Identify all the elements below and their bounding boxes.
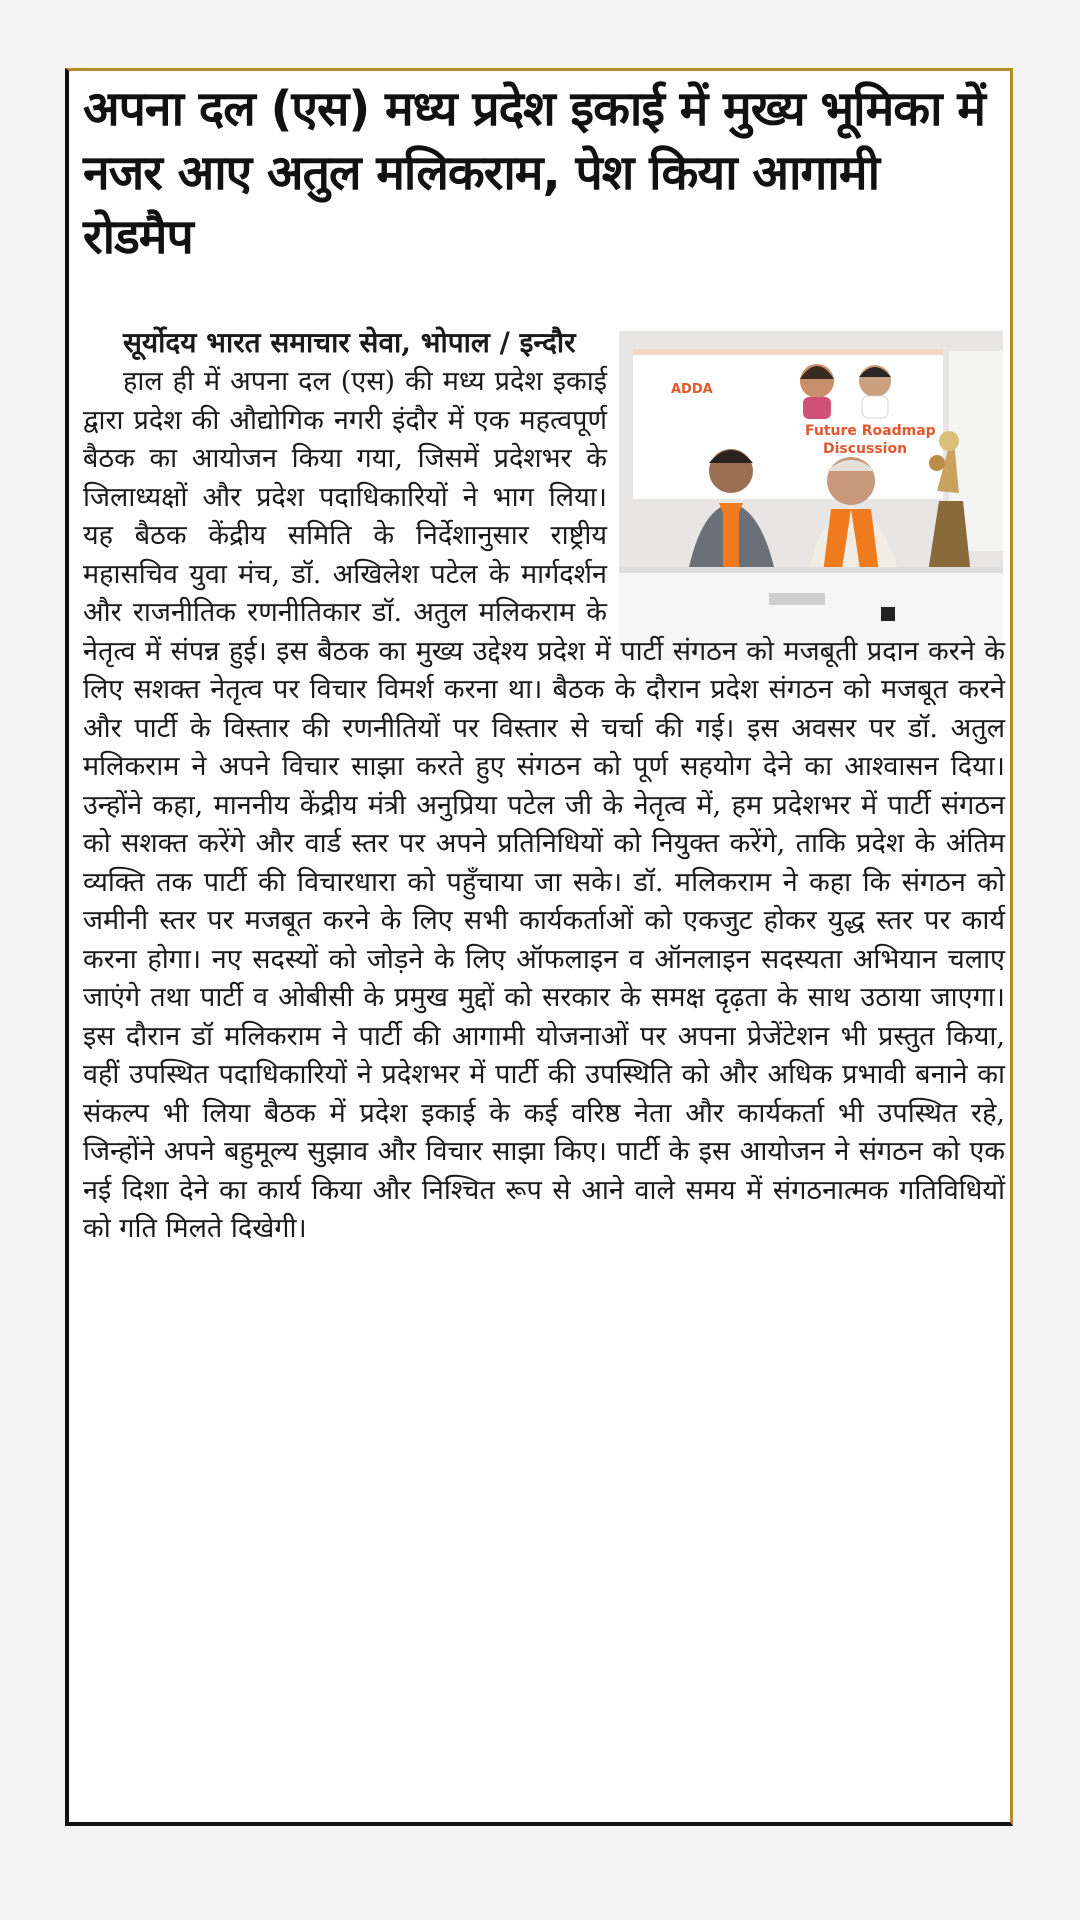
article-paragraph: हाल ही में अपना दल (एस) की मध्य प्रदेश इकाई द्वारा प्रदेश की औद्योगिक नगरी इंदौर में एक महत्वपूर्ण बैठक का आयोजन किया गया, जिसमें प्रदेशभर के जिलाध्यक्षों और प्रदेश पदाधिकारियों ने भाग लिया। यह बैठक केंद्रीय समिति के निर्देशानुसार राष्ट्रीय महासचिव युवा मंच, डॉ. अखिलेश पटेल के मार्गदर्शन और राजनीतिक रणनीतिकार डॉ. अतुल मलिकराम के नेतृत्व में संपन्न हुई। इस बैठक का मुख्य उद्देश्य प्रदेश में पार्टी संगठन को मजबूती प्रदान करने के लिए सशक्त नेतृत्व पर विचार विमर्श करना था। बैठक के दौरान प्रदेश संगठन को मजबूत करने और पार्टी के विस्तार की रणनीतियों पर विस्तार से चर्चा की गई। इस अवसर पर डॉ. अतुल मलिकराम ने अपने विचार साझा करते हुए संगठन को पूर्ण सहयोग देने का आश्वासन दिया। उन्होंने कहा, माननीय केंद्रीय मंत्री अनुप्रिया पटेल जी के नेतृत्व में, हम प्रदेशभर में पार्टी संगठन को सशक्त करेंगे और वार्ड स्तर पर अपने प्रतिनिधियों को नियुक्त करेंगे, ताकि प्रदेश के अंतिम व्यक्ति तक पार्टी की विचारधारा को पहुँचाया जा सके। डॉ. मलिकराम ने कहा कि संगठन को जमीनी स्तर पर मजबूत करने के लिए सभी कार्यकर्ताओं को एकजुट होकर युद्ध स्तर पर कार्य करना होगा। नए सदस्यों को जोड़ने के लिए ऑफलाइन व ऑनलाइन सदस्यता अभियान चलाए जाएंगे तथा पार्टी व ओबीसी के प्रमुख मुद्दों को सरकार के समक्ष दृढ़ता के साथ उठाया जाएगा। इस दौरान डॉ मलिकराम ने पार्टी की आगामी योजनाओं पर अपना प्रेजेंटेशन भी प्रस्तुत किया, वहीं उपस्थित पदाधिकारियों ने प्रदेशभर में पार्टी की उपस्थिति को और अधिक प्रभावी बनाने का संकल्प भी लिया बैठक में प्रदेश इकाई के कई वरिष्ठ नेता और कार्यकर्ता भी उपस्थित रहे, जिन्होंने अपने बहुमूल्य सुझाव और विचार साझा किए। पार्टी के इस आयोजन ने संगठन को एक नई दिशा देने का कार्य किया और निश्चित रूप से आने वाले समय में संगठनात्मक गतिविधियों को गति मिलते दिखेगी। bbox=[83, 366, 1005, 1244]
banner-line-1: Future Roadmap bbox=[805, 423, 936, 439]
banner-line-2: Discussion bbox=[823, 441, 908, 457]
photo-wrap-spacer bbox=[607, 323, 1005, 617]
article-body bbox=[83, 323, 1005, 1249]
article-byline: सूर्योदय भारत समाचार सेवा, भोपाल / इन्दौर bbox=[123, 326, 576, 359]
svg-text:ADDA: ADDA bbox=[671, 382, 713, 397]
newspaper-clipping bbox=[65, 68, 1013, 1826]
article-headline: अपना दल (एस) मध्य प्रदेश इकाई में मुख्य भूमिका में नजर आए अतुल मलिकराम, पेश किया आगामी रोडमैप bbox=[83, 81, 985, 265]
